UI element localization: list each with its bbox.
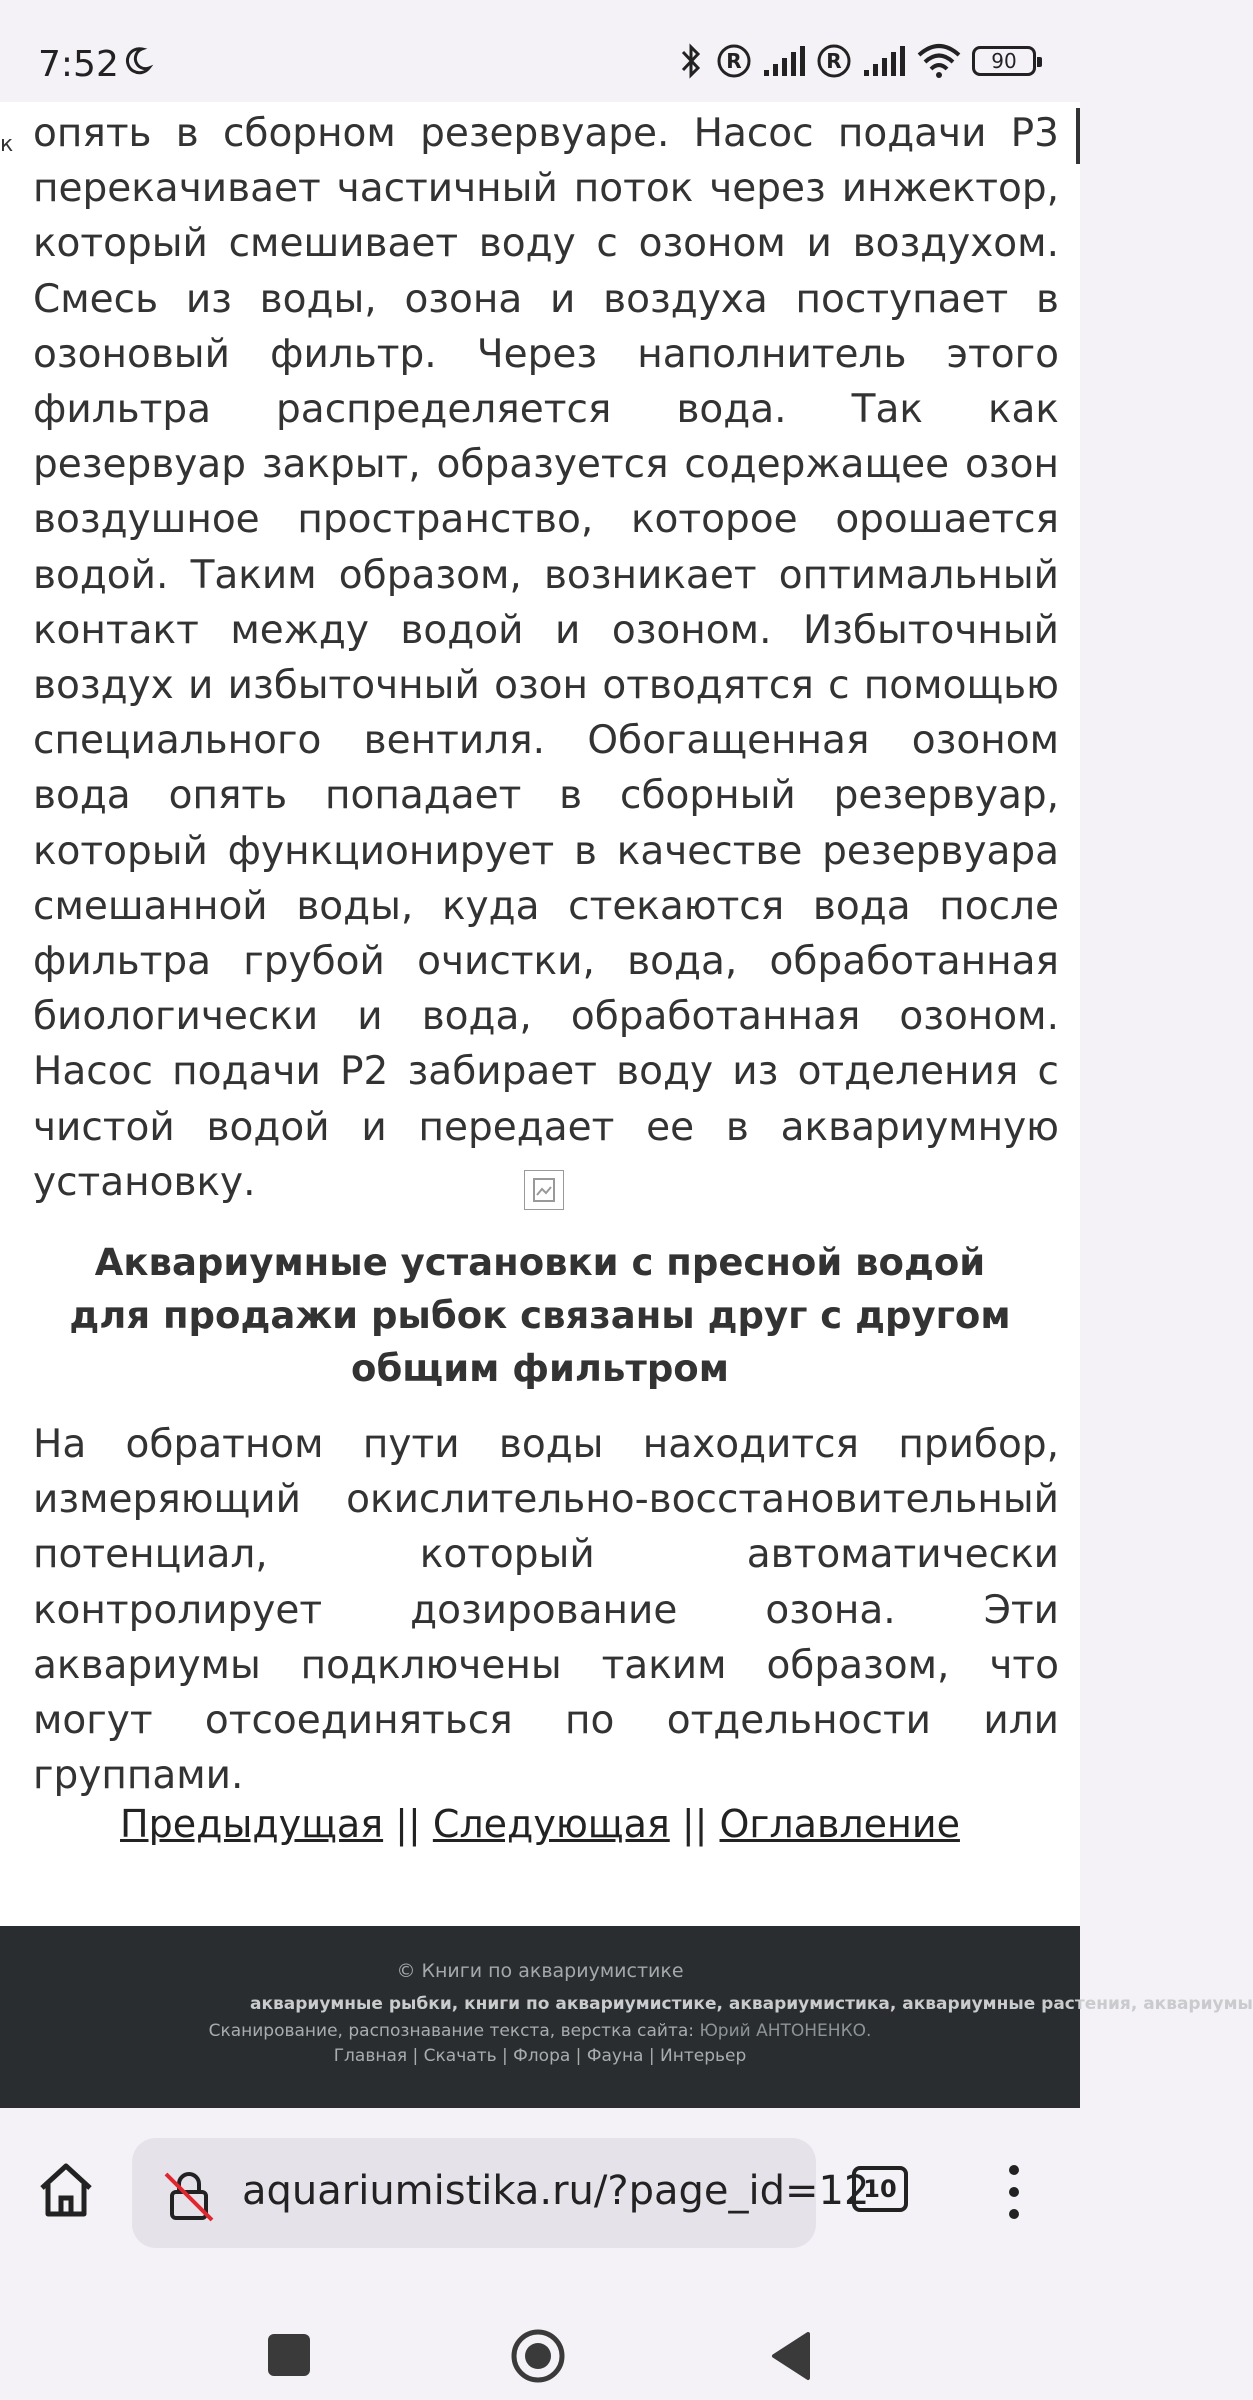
footer-links — [0, 2046, 1080, 2066]
roaming-r-icon — [716, 43, 752, 79]
pager-separator: || — [669, 1802, 720, 1846]
back-button[interactable] — [768, 2328, 812, 2384]
web-page-content[interactable] — [0, 102, 1080, 1926]
footer-tags: аквариумные рыбки, книги по аквариумистике, аквариумистика, аквариумные растения, аквариумы — [250, 1994, 1253, 2014]
svg-text:R: R — [726, 49, 742, 73]
battery-icon: 90 — [972, 46, 1036, 76]
bluetooth-icon — [676, 42, 706, 80]
status-icons — [676, 42, 1036, 80]
footer-link-flora[interactable]: Флора — [513, 2046, 571, 2066]
article-paragraph: опять в сборном резервуаре. Насос подачи P3 перекачивает частичный поток через инжектор, который смешивает воду с озоном и воздухом. Смесь из воды, озона и воздуха поступает в озоновый фильтр. Через наполнитель этого фильтра распределяется вода. Так как резервуар закрыт, образуется содержащее озон воздушное пространство, которое орошается водой. Таким образом, возникает оптимальный контакт между водой и озоном. Избыточный воздух и избыточный озон отводятся с помощью специального вентиля. Обогащенная озоном вода опять попадает в сборный резервуар, который функционирует в качестве резервуара смешанной воды, куда стекаются вода после фильтра грубой очистки, вода, обработанная биологически и вода, обработанная озоном. Насос подачи P2 забирает воду из отделения с чистой водой и передает ее в аквариумную установку. — [33, 111, 1059, 1205]
footer-link-separator: | — [496, 2046, 514, 2066]
roaming-r-icon — [816, 43, 852, 79]
footer-link-interior[interactable]: Интерьер — [660, 2046, 747, 2066]
footer-link-separator: | — [570, 2046, 587, 2066]
browser-toolbar — [0, 2108, 1080, 2248]
svg-text:R: R — [826, 49, 842, 73]
home-icon[interactable] — [34, 2158, 98, 2222]
home-button[interactable] — [510, 2328, 566, 2384]
signal-icon — [762, 44, 806, 78]
right-edge-marker — [1076, 108, 1080, 164]
footer-copyright: © Книги по аквариумистике — [396, 1960, 684, 1982]
next-page-link[interactable]: Следующая — [432, 1802, 670, 1846]
moon-icon — [122, 46, 152, 76]
footer-credit-text: Сканирование, распознавание текста, верстка сайта: — [208, 2021, 700, 2041]
tab-switcher-button[interactable]: 10 — [852, 2166, 908, 2212]
footer-link-separator: | — [407, 2046, 424, 2066]
prev-page-link[interactable]: Предыдущая — [120, 1802, 384, 1846]
insecure-lock-icon[interactable] — [162, 2168, 218, 2224]
footer-link-home[interactable]: Главная — [333, 2046, 408, 2066]
footer-link-separator: | — [643, 2046, 661, 2066]
article-paragraph: На обратном пути воды находится прибор, измеряющий окислительно-восстановительный потенциал, который автоматически контролирует дозирование озона. Эти аквариумы подключены таким образом, что могут отсоединяться по отдельности или группами. — [33, 1422, 1059, 1799]
footer-author-link[interactable]: Юрий АНТОНЕНКО. — [699, 2021, 872, 2041]
recents-button[interactable] — [268, 2334, 310, 2376]
page-navigation — [0, 1802, 1080, 1846]
system-navigation-bar — [0, 2248, 1080, 2400]
footer-link-download[interactable]: Скачать — [423, 2046, 497, 2066]
url-text[interactable]: aquariumistika.ru/?page_id=12 — [242, 2168, 870, 2214]
more-menu-icon[interactable] — [996, 2160, 1032, 2224]
broken-image-icon — [524, 1170, 564, 1210]
left-edge-text: к — [0, 132, 14, 157]
toc-link[interactable]: Оглавление — [719, 1802, 960, 1846]
wifi-icon — [916, 43, 962, 79]
footer-credit — [0, 2021, 1080, 2041]
address-bar[interactable] — [132, 2138, 870, 2248]
image-caption-heading: Аквариумные установки с пресной водой для продажи рыбок связаны друг с другом общим фильтром — [69, 1241, 1011, 1390]
status-bar — [0, 0, 1080, 102]
signal-icon — [862, 44, 906, 78]
site-footer — [0, 1926, 1253, 2108]
pager-separator: || — [383, 1802, 433, 1846]
status-time: 7:52 — [38, 44, 119, 85]
footer-link-fauna[interactable]: Фауна — [586, 2046, 644, 2066]
